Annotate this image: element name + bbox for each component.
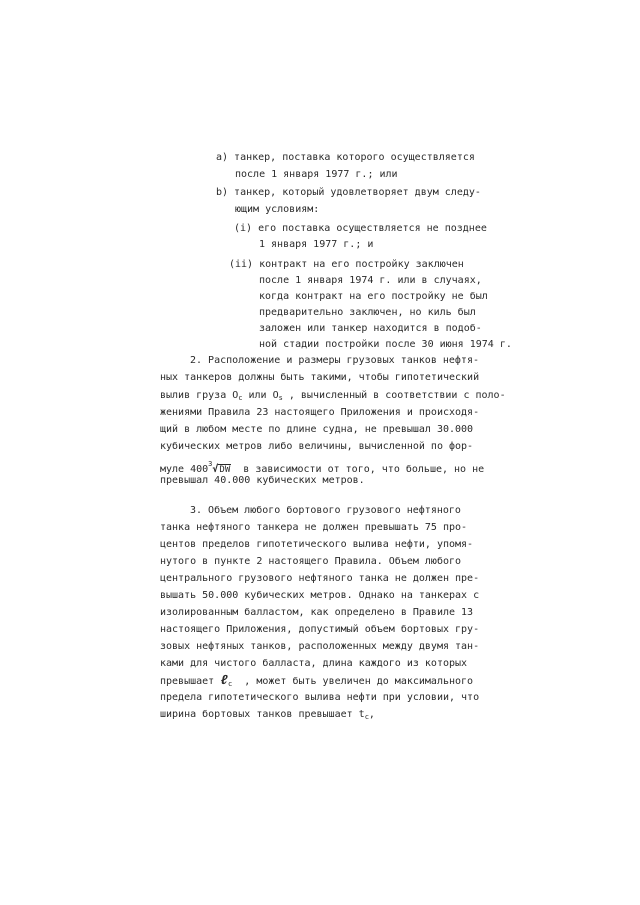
- item-i-line-1: (i) его поставка осуществляется не позднее: [234, 223, 487, 234]
- para3-line-13-post: ,: [368, 709, 375, 720]
- para2-line-3-mid: или O: [242, 390, 279, 401]
- para3-line-12: предела гипотетического вылива нефти при условии, что: [160, 692, 480, 703]
- para3-line-11-pre: превышает: [160, 676, 221, 687]
- para3-line-2: танка нефтяного танкера не должен превышать 75 про-: [160, 522, 468, 533]
- para3-line-6: вышать 50.000 кубических метров. Однако на танкерах с: [160, 590, 480, 601]
- item-a-line-1: а) танкер, поставка которого осуществляется: [216, 152, 475, 163]
- subscript-c-2: c: [228, 680, 233, 688]
- item-ii-line-4: предварительно заключен, но киль был: [259, 307, 476, 318]
- subscript-c: c: [238, 394, 243, 402]
- para3-line-11-post: , может быть увеличен до максимального: [232, 676, 474, 687]
- item-ii-line-1: (ii) контракт на его постройку заключен: [229, 259, 464, 270]
- para2-line-3: [160, 388, 506, 406]
- para2-line-7-pre: муле 400: [160, 464, 209, 475]
- root-content: DW: [219, 465, 231, 475]
- item-ii-line-3: когда контракт на его постройку не был: [259, 291, 488, 302]
- para2-line-1: 2. Расположение и размеры грузовых танков нефтя-: [190, 355, 479, 366]
- para3-line-3: центов пределов гипотетического вылива нефти, упомя-: [160, 539, 474, 550]
- para3-line-4: нутого в пункте 2 настоящего Правила. Объем любого: [160, 556, 462, 567]
- para2-line-4: жениями Правила 23 настоящего Приложения и происходя-: [160, 407, 480, 418]
- para2-line-5: щий в любом месте по длине судна, не превышал 30.000: [160, 424, 474, 435]
- para2-line-2: ных танкеров должны быть такими, чтобы гипотетический: [160, 372, 480, 383]
- para3-line-13: [160, 707, 375, 725]
- para3-line-7: изолированным балластом, как определено в Правиле 13: [160, 607, 474, 618]
- para3-line-13-pre: ширина бортовых танков превышает t: [160, 709, 365, 720]
- para3-line-8: настоящего Приложения, допустимый объем бортовых гру-: [160, 624, 480, 635]
- root-index: 3: [208, 460, 213, 468]
- para2-line-3-post: , вычисленный в соответствии с поло-: [282, 390, 506, 401]
- subscript-s: s: [278, 394, 283, 402]
- item-ii-line-5: заложен или танкер находится в подоб-: [259, 323, 482, 334]
- cube-root-sign-icon: √: [212, 464, 219, 475]
- para3-line-10: ками для чистого балласта, длина каждого из которых: [160, 658, 468, 669]
- subscript-c-3: c: [364, 713, 369, 721]
- para3-line-1: 3. Объем любого бортового грузового нефтяного: [190, 505, 461, 516]
- ell-symbol: ℓ: [220, 673, 229, 688]
- item-i-line-2: 1 января 1977 г.; и: [259, 239, 374, 250]
- item-b-line-1: b) танкер, который удовлетворяет двум следу-: [216, 187, 481, 198]
- item-b-line-2: ющим условиям:: [235, 204, 320, 215]
- item-ii-line-2: после 1 января 1974 г. или в случаях,: [259, 275, 482, 286]
- para2-line-3-pre: вылив груза O: [160, 390, 239, 401]
- para2-line-7-post: в зависимости от того, что больше, но не: [231, 464, 485, 475]
- para3-line-5: центрального грузового нефтяного танка не должен пре-: [160, 573, 480, 584]
- para2-line-8: превышал 40.000 кубических метров.: [160, 475, 365, 486]
- item-a-line-2: после 1 января 1977 г.; или: [235, 169, 398, 180]
- para3-line-9: зовых нефтяных танков, расположенных между двумя тан-: [160, 641, 480, 652]
- item-ii-line-6: ной стадии постройки после 30 июня 1974 г.: [259, 339, 512, 350]
- para2-line-6: кубических метров либо величины, вычисленной по фор-: [160, 441, 474, 452]
